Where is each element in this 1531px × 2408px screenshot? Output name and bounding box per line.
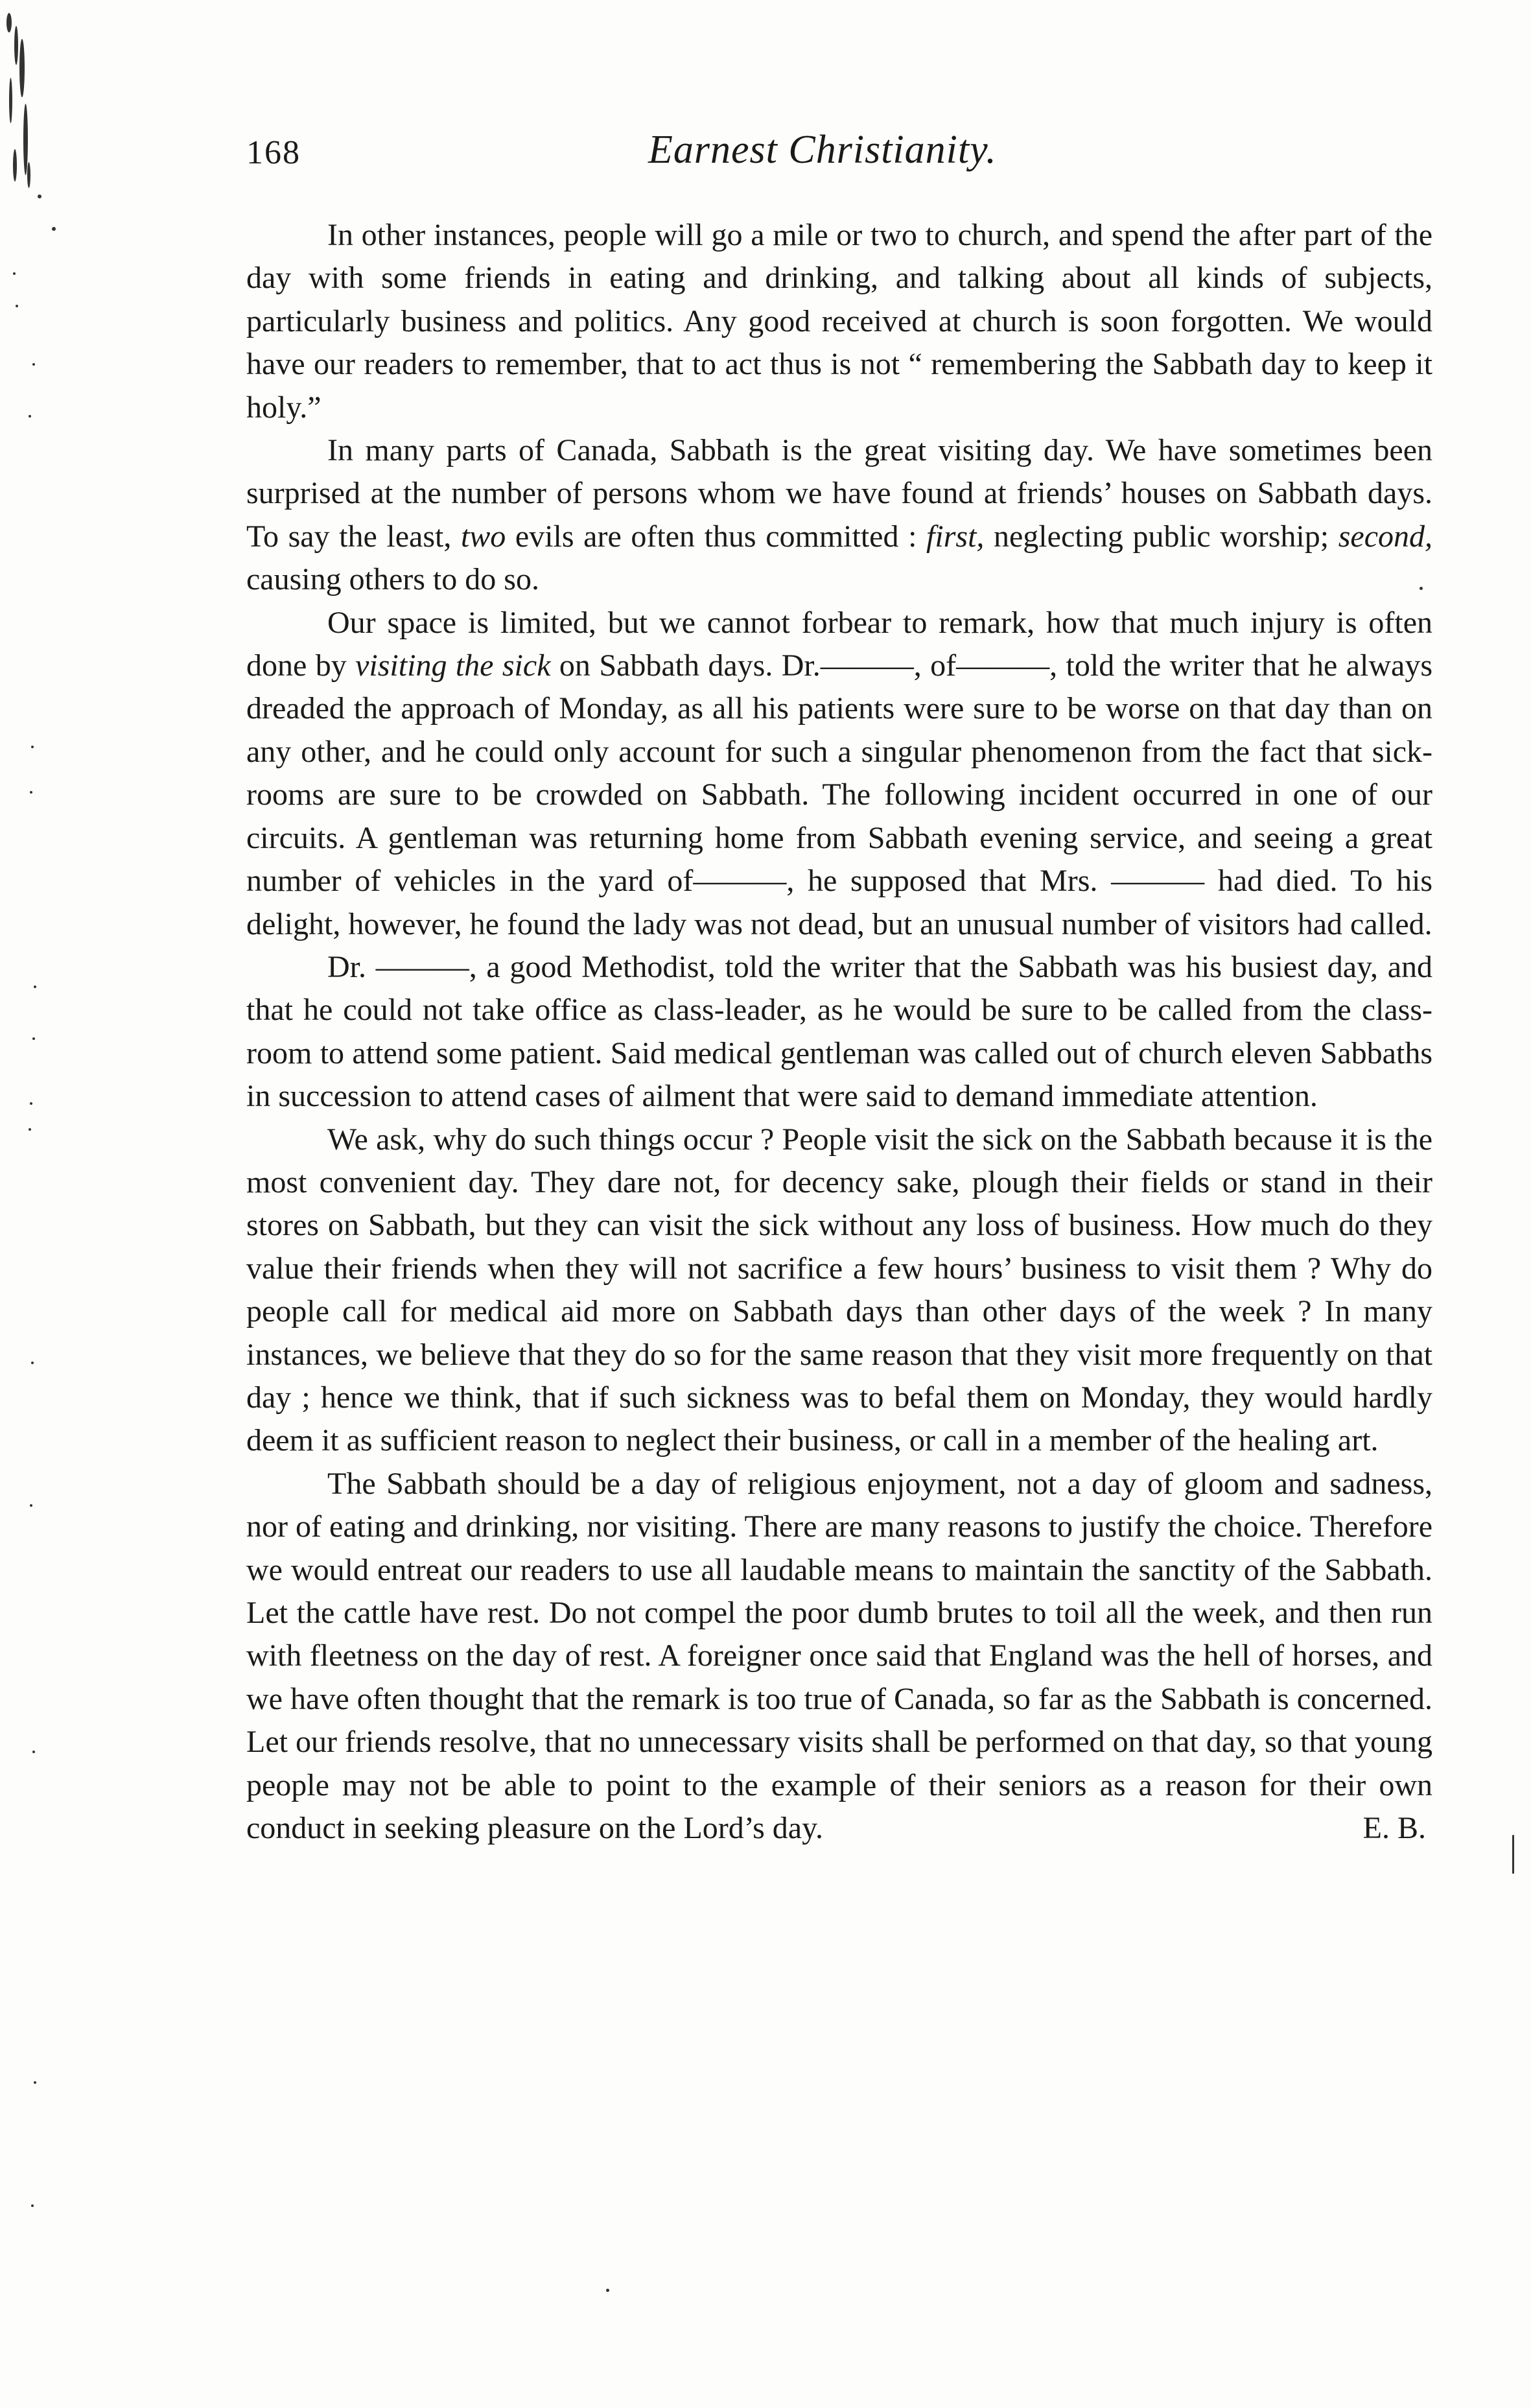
paragraph: Dr. ———, a good Methodist, told the writer that the Sabbath was his busiest day, and that he could not take office as class-leader, as he would be sure to be called from the class-room to attend some patient. Said medical gentleman was called out of church eleven Sabbaths in succession to attend cases of ailment that were said to demand immediate attention. — [246, 949, 1432, 1114]
italic-text: visiting the sick — [355, 648, 551, 683]
margin-mark — [606, 2289, 609, 2292]
author-signature: E. B. — [1362, 1811, 1426, 1846]
paragraph-text: In many parts of Canada, Sabbath is the great visiting day. We have sometimes been surprised at the number of persons whom we have found at friends’ houses on Sabbath days. To say the least, — [246, 433, 1432, 554]
paragraph — [246, 602, 1432, 946]
page-header — [246, 127, 1432, 185]
paragraph: We ask, why do such things occur ? People visit the sick on the Sabbath because it is the most convenient day. They dare not, for decency sake, plough their fields or stand in their stores on Sabbath, but they can visit the sick without any loss of business. How much do they value their friends when they will not sacrifice a few hours’ business to visit them ? Why do people call for medical aid more on Sabbath days than other days of the week ? In many instances, we believe that they do so for the same reason that they visit more frequently on that day ; hence we think, that if such sickness was to befal them on Monday, they would hardly deem it as sufficient reason to neglect their business, or call in a member of the healing art. — [246, 1122, 1432, 1458]
page-number: 168 — [246, 134, 301, 171]
paragraph-text: Our space is limited, but we cannot forbear to remark, how that much injury is often done by — [246, 605, 1432, 683]
paragraph-text: The Sabbath should be a day of religious enjoyment, not a day of gloom and sadness, nor of eating and drinking, nor visiting. There are many reasons to justify the choice. Therefore we would entreat our readers to use all laudable means to maintain the sanctity of the Sabbath. Let the cattle have rest. Do not compel the poor dumb brutes to toil all the week, and then run with fleetness on the day of rest. A foreigner once said that England was the hell of horses, and we have often thought that the remark is too true of Canada, so far as the Sabbath is concerned. Let our friends resolve, that no unnecessary visits shall be performed on that day, so that young people may not be able to point to the example of their seniors as a reason for their own conduct in seeking pleasure on the Lord’s day. — [246, 1466, 1432, 1846]
paragraph-text: neglecting public worship; — [984, 519, 1338, 554]
margin-mark — [1512, 1835, 1514, 1874]
article-body — [246, 214, 1432, 1850]
paragraph-text: evils are often thus committed : — [506, 519, 927, 554]
italic-text: two — [460, 519, 506, 554]
paragraph: In other instances, people will go a mile or two to church, and spend the after part of the day with some friends in eating and drinking, and talking about all kinds of subjects, particularly business and politics. Any good received at church is soon forgotten. We would have our readers to remember, that to act thus is not “ remembering the Sabbath day to keep it holy.” — [246, 218, 1432, 425]
italic-text: first, — [926, 519, 985, 554]
paragraph-text: causing others to do so. — [246, 562, 539, 597]
paragraph — [246, 429, 1432, 602]
paragraph-text: on Sabbath days. Dr.———, of———, told the writer that he always dreaded the approach of Monday, as all his patients were sure to be worse on that day than on any other, and he could only account for such a singular phenomenon from the fact that sick-rooms are sure to be crowded on Sabbath. The following incident occurred in one of our circuits. A gentleman was returning home from Sabbath evening service, and seeing a great number of vehicles in the yard of———, he supposed that Mrs. ——— had died. To his delight, however, he found the lady was not dead, but an unusual number of visitors had called. — [246, 648, 1433, 941]
paragraph — [246, 1463, 1432, 1850]
italic-text: second, — [1338, 519, 1432, 554]
running-head: Earnest Christianity. — [648, 128, 997, 172]
